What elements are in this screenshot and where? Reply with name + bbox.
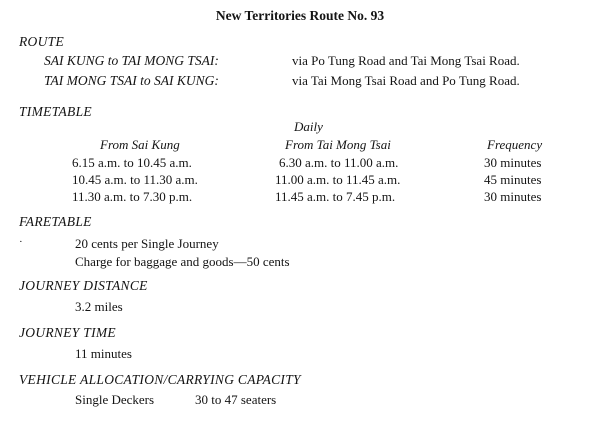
- timetable-row-2-frequency: 45 minutes: [484, 172, 542, 187]
- timetable-heading: TIMETABLE: [19, 104, 92, 119]
- vehicle-heading: VEHICLE ALLOCATION/CARRYING CAPACITY: [19, 372, 301, 387]
- route-heading: ROUTE: [19, 34, 64, 49]
- journey-distance-value: 3.2 miles: [75, 299, 123, 314]
- vehicle-type: Single Deckers: [75, 392, 155, 407]
- vehicle-capacity: 30 to 47 seaters: [195, 392, 277, 407]
- timetable-row-2-tai-mong-tsai: 11.00 a.m. to 11.45 a.m.: [275, 172, 401, 187]
- faretable-bullet: ·: [19, 236, 23, 248]
- timetable-daily-label: Daily: [294, 119, 323, 134]
- document-title: New Territories Route No. 93: [215, 8, 385, 23]
- journey-distance-heading: JOURNEY DISTANCE: [19, 278, 148, 293]
- faretable-single-journey: 20 cents per Single Journey: [75, 236, 219, 251]
- timetable-row-2-sai-kung: 10.45 a.m. to 11.30 a.m.: [72, 172, 198, 187]
- timetable-row-1-sai-kung: 6.15 a.m. to 10.45 a.m.: [72, 155, 192, 170]
- journey-time-value: 11 minutes: [75, 346, 132, 361]
- route-row-2-via: via Tai Mong Tsai Road and Po Tung Road.: [292, 73, 520, 88]
- column-header-frequency: Frequency: [487, 137, 543, 152]
- timetable-row-3-tai-mong-tsai: 11.45 a.m. to 7.45 p.m.: [275, 189, 396, 204]
- route-row-1-from-to: SAI KUNG to TAI MONG TSAI:: [44, 53, 219, 68]
- faretable-baggage-charge: Charge for baggage and goods—50 cents: [75, 254, 290, 269]
- faretable-heading: FARETABLE: [19, 214, 92, 229]
- timetable-row-1-tai-mong-tsai: 6.30 a.m. to 11.00 a.m.: [279, 155, 399, 170]
- journey-time-heading: JOURNEY TIME: [19, 325, 116, 340]
- timetable-row-1-frequency: 30 minutes: [484, 155, 542, 170]
- timetable-row-3-sai-kung: 11.30 a.m. to 7.30 p.m.: [72, 189, 193, 204]
- column-header-from-sai-kung: From Sai Kung: [100, 137, 180, 152]
- route-row-1-via: via Po Tung Road and Tai Mong Tsai Road.: [292, 53, 520, 68]
- column-header-from-tai-mong-tsai: From Tai Mong Tsai: [285, 137, 391, 152]
- timetable-row-3-frequency: 30 minutes: [484, 189, 542, 204]
- route-row-2-from-to: TAI MONG TSAI to SAI KUNG:: [44, 73, 219, 88]
